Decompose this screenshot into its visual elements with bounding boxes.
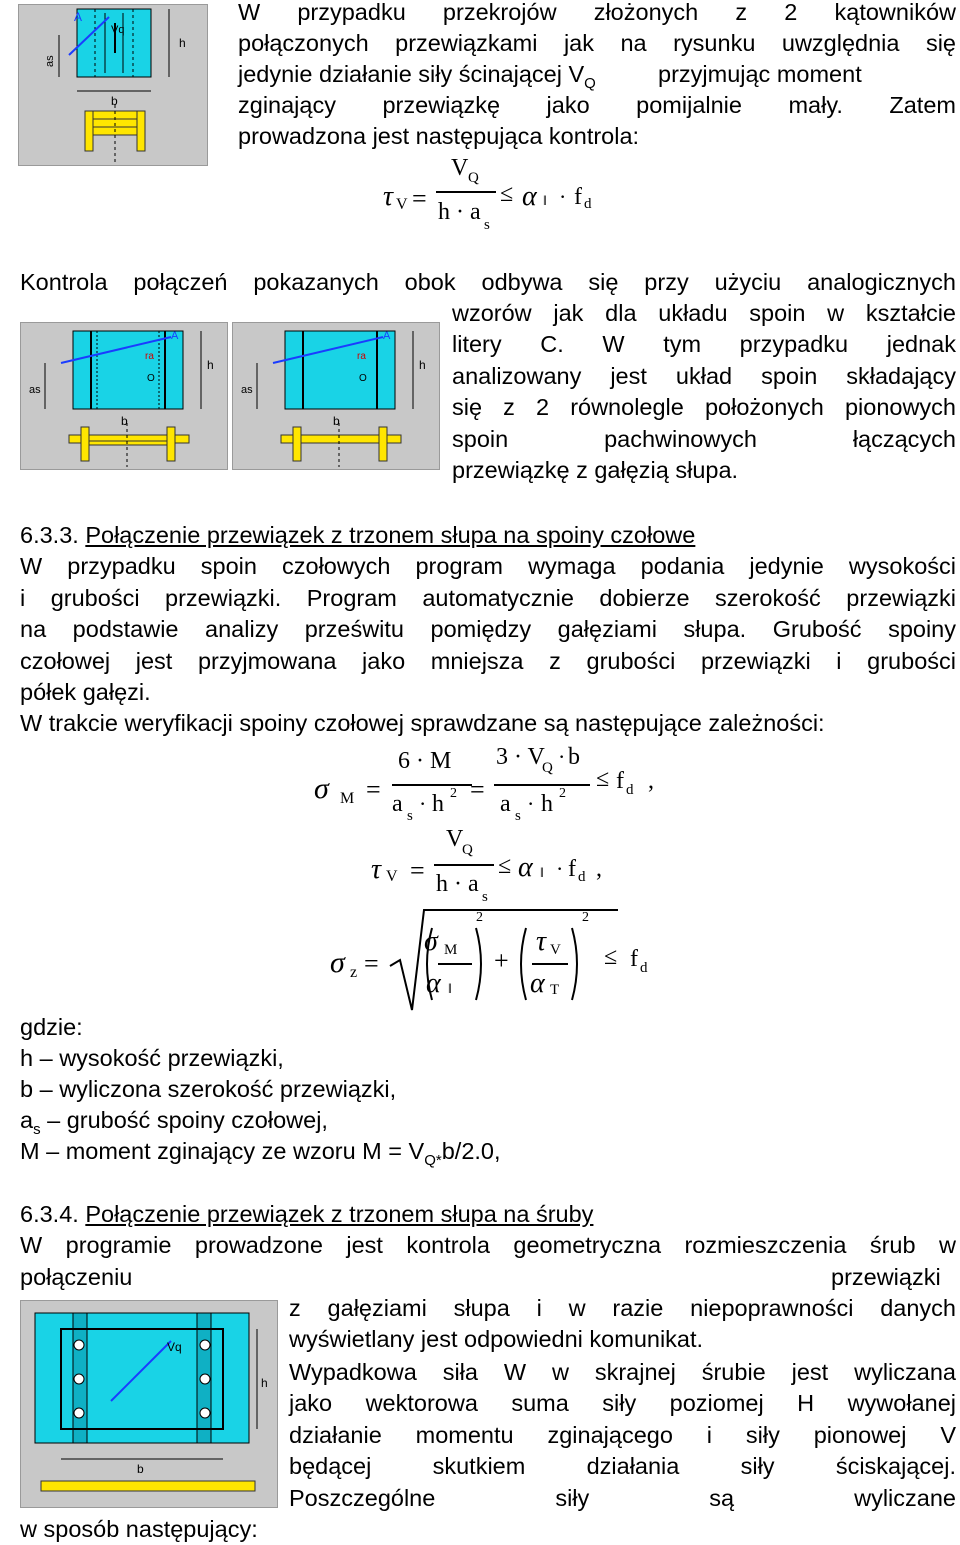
para-4-line-4: wyświetlany jest odpowiedni komunikat. — [289, 1326, 704, 1352]
para-1-line-4: zginający przewiązkę jako pomijalnie mały. Zatem — [238, 92, 956, 118]
figure-fillet-welds-right — [232, 322, 440, 470]
para-3-line-5: półek gałęzi. — [20, 679, 151, 705]
para-4-line-1: W programie prowadzone jest kontrola geometryczna rozmieszczenia śrub w — [20, 1232, 956, 1258]
svg-text:b: b — [333, 414, 340, 428]
para-4-line-3: z gałęziami słupa i w razie niepoprawności danych — [289, 1295, 956, 1321]
figure-two-angles-batten — [18, 4, 208, 166]
para-4-line-6: jako wektorowa suma siły poziomej H wywołanej — [289, 1390, 956, 1416]
svg-text:as: as — [241, 384, 253, 396]
svg-text:A: A — [383, 330, 391, 342]
svg-text:O: O — [147, 373, 155, 384]
para-1-line-5: prowadzona jest następująca kontrola: — [238, 123, 640, 149]
para-4-line-2b: przewiązki — [831, 1264, 941, 1290]
para-4-line-2a: połączeniu — [20, 1264, 133, 1290]
section-number: 6.3.4. — [20, 1201, 79, 1227]
label-as: as — [44, 55, 56, 67]
figure-bolted-batten — [20, 1300, 278, 1508]
para-2-line-7: przewiązkę z gałęzią słupa. — [452, 457, 739, 483]
def-b: b – wyliczona szerokość przewiązki, — [20, 1076, 397, 1102]
para-2-line-5: się z 2 równolegle położonych pionowych — [452, 394, 956, 420]
para-2-line-2: wzorów jak dla układu spoin w kształcie — [452, 300, 956, 326]
svg-text:as: as — [29, 384, 41, 396]
svg-text:A: A — [171, 330, 179, 342]
para-4-line-9: Poszczególne siły są wyliczane — [289, 1485, 956, 1511]
para-3-line-2: i grubości przewiązki. Program automatycznie dobierze szerokość przewiązki — [20, 585, 956, 611]
para-4-line-5: Wypadkowa siła W w skrajnej śrubie jest wyliczana — [289, 1359, 956, 1385]
svg-text:ra: ra — [357, 351, 366, 362]
label-vq: Vq — [111, 24, 125, 36]
section-6-3-3-heading — [20, 520, 695, 551]
def-m: M – moment zginający ze wzoru $M = V_{Q*}b/2.0$, — [20, 1138, 501, 1169]
section-title: Połączenie przewiązek z trzonem słupa na spoiny czołowe — [85, 522, 696, 548]
svg-text:h: h — [419, 358, 426, 372]
svg-text:O: O — [359, 373, 367, 384]
para-4-line-8: będącej skutkiem działania siły ściskającej. — [289, 1453, 956, 1479]
para-3-line-6: W trakcie weryfikacji spoiny czołowej sprawdzane są następujące zależności: — [20, 710, 825, 736]
para-3-line-1: W przypadku spoin czołowych program wymaga podania jedynie wysokości — [20, 553, 956, 579]
svg-text:b: b — [121, 414, 128, 428]
para-2-line-4: analizowany jest układ spoin składający — [452, 363, 956, 389]
batten-diagram-1 — [19, 5, 207, 165]
svg-text:b: b — [137, 1462, 144, 1476]
para-4-line-10: w sposób następujący: — [20, 1516, 258, 1542]
para-2-line-1: Kontrola połączeń pokazanych obok odbywa się przy użyciu analogicznych — [20, 269, 956, 295]
svg-text:Vq: Vq — [167, 1340, 182, 1354]
figure-fillet-welds-left — [20, 322, 228, 470]
para-1-line-3b: przyjmując moment — [658, 61, 862, 87]
para-2-line-3: litery C. W tym przypadku jednak — [452, 331, 956, 357]
para-1-line-3: jedynie działanie siły ścinającej $V_Q$ — [238, 61, 596, 92]
para-3-line-4: czołowej jest przyjmowana jako mniejsza z grubości przewiązki i grubości — [20, 648, 956, 674]
svg-text:h: h — [207, 358, 214, 372]
label-a: A — [74, 10, 83, 24]
label-h: h — [179, 36, 186, 50]
para-1-line-1: W przypadku przekrojów złożonych z 2 kątowników — [238, 0, 956, 25]
para-2-line-6: spoin pachwinowych łączących — [452, 426, 956, 452]
svg-text:h: h — [261, 1376, 268, 1390]
section-6-3-4-heading — [20, 1199, 593, 1230]
section-number: 6.3.3. — [20, 522, 79, 548]
para-1-line-2: połączonych przewiązkami jak na rysunku uwzględnia się — [238, 30, 956, 56]
where-label: gdzie: — [20, 1014, 83, 1040]
svg-text:ra: ra — [145, 351, 154, 362]
label-b: b — [111, 94, 118, 108]
para-3-line-3: na podstawie analizy prześwitu pomiędzy gałęziami słupa. Grubość spoiny — [20, 616, 956, 642]
def-h: h – wysokość przewiązki, — [20, 1045, 284, 1071]
para-4-line-7: działanie momentu zginającego i siły pionowej V — [289, 1422, 956, 1448]
section-title: Połączenie przewiązek z trzonem słupa na śruby — [85, 1201, 594, 1227]
def-as: $a_s$ – grubość spoiny czołowej, — [20, 1107, 328, 1138]
